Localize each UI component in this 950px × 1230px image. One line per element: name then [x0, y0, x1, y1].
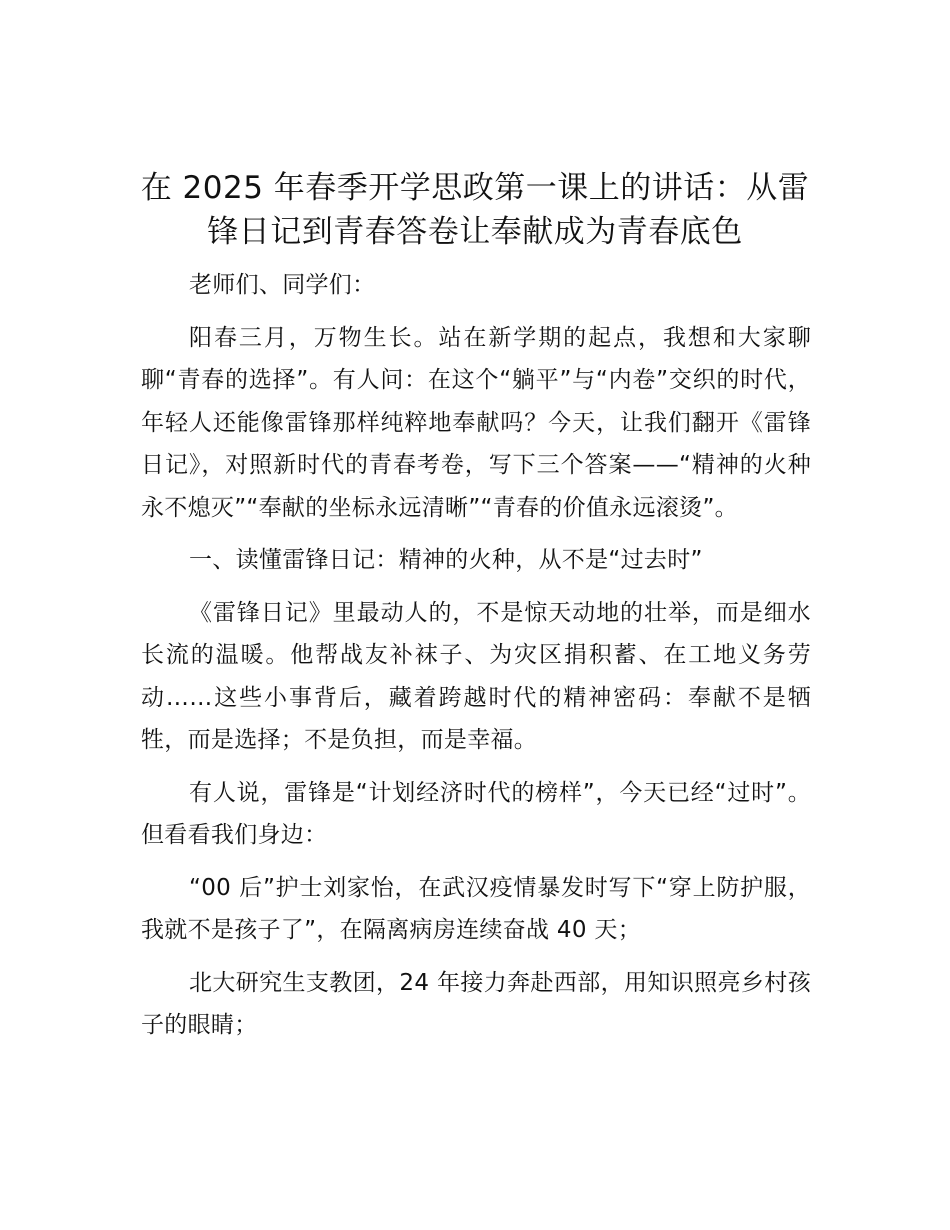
- example-paragraph: “00 后”护士刘家怡，在武汉疫情暴发时写下“穿上防护服，我就不是孩子了”，在隔离病房连续奋战 40 天；: [141, 874, 811, 943]
- intro-paragraph: 阳春三月，万物生长。站在新学期的起点，我想和大家聊聊“青春的选择”。有人问：在这个“躺平”与“内卷”交织的时代，年轻人还能像雷锋那样纯粹地奉献吗？今天，让我们翻开《雷锋日记》，对照新时代的青春考卷，写下三个答案——“精神的火种永不熄灭”“奉献的坐标永远清晰”“青春的价值永远滚烫”。: [141, 324, 811, 521]
- document-title: 在 2025 年春季开学思政第一课上的讲话：从雷锋日记到青春答卷让奉献成为青春底色: [140, 170, 810, 250]
- body-paragraph: 《雷锋日记》里最动人的，不是惊天动地的壮举，而是细水长流的温暖。他帮战友补袜子、为灾区捐积蓄、在工地义务劳动……这些小事背后，藏着跨越时代的精神密码：奉献不是牺牲，而是选择；不是负担，而是幸福。: [141, 599, 811, 753]
- section-heading: 一、读懂雷锋日记：精神的火种，从不是“过去时”: [189, 547, 703, 573]
- document-body: [141, 264, 811, 1057]
- salutation-paragraph: 老师们、同学们：: [189, 272, 376, 298]
- body-paragraph: 有人说，雷锋是“计划经济时代的榜样”，今天已经“过时”。但看看我们身边：: [141, 779, 811, 848]
- example-paragraph: 北大研究生支教团，24 年接力奔赴西部，用知识照亮乡村孩子的眼睛；: [141, 969, 811, 1038]
